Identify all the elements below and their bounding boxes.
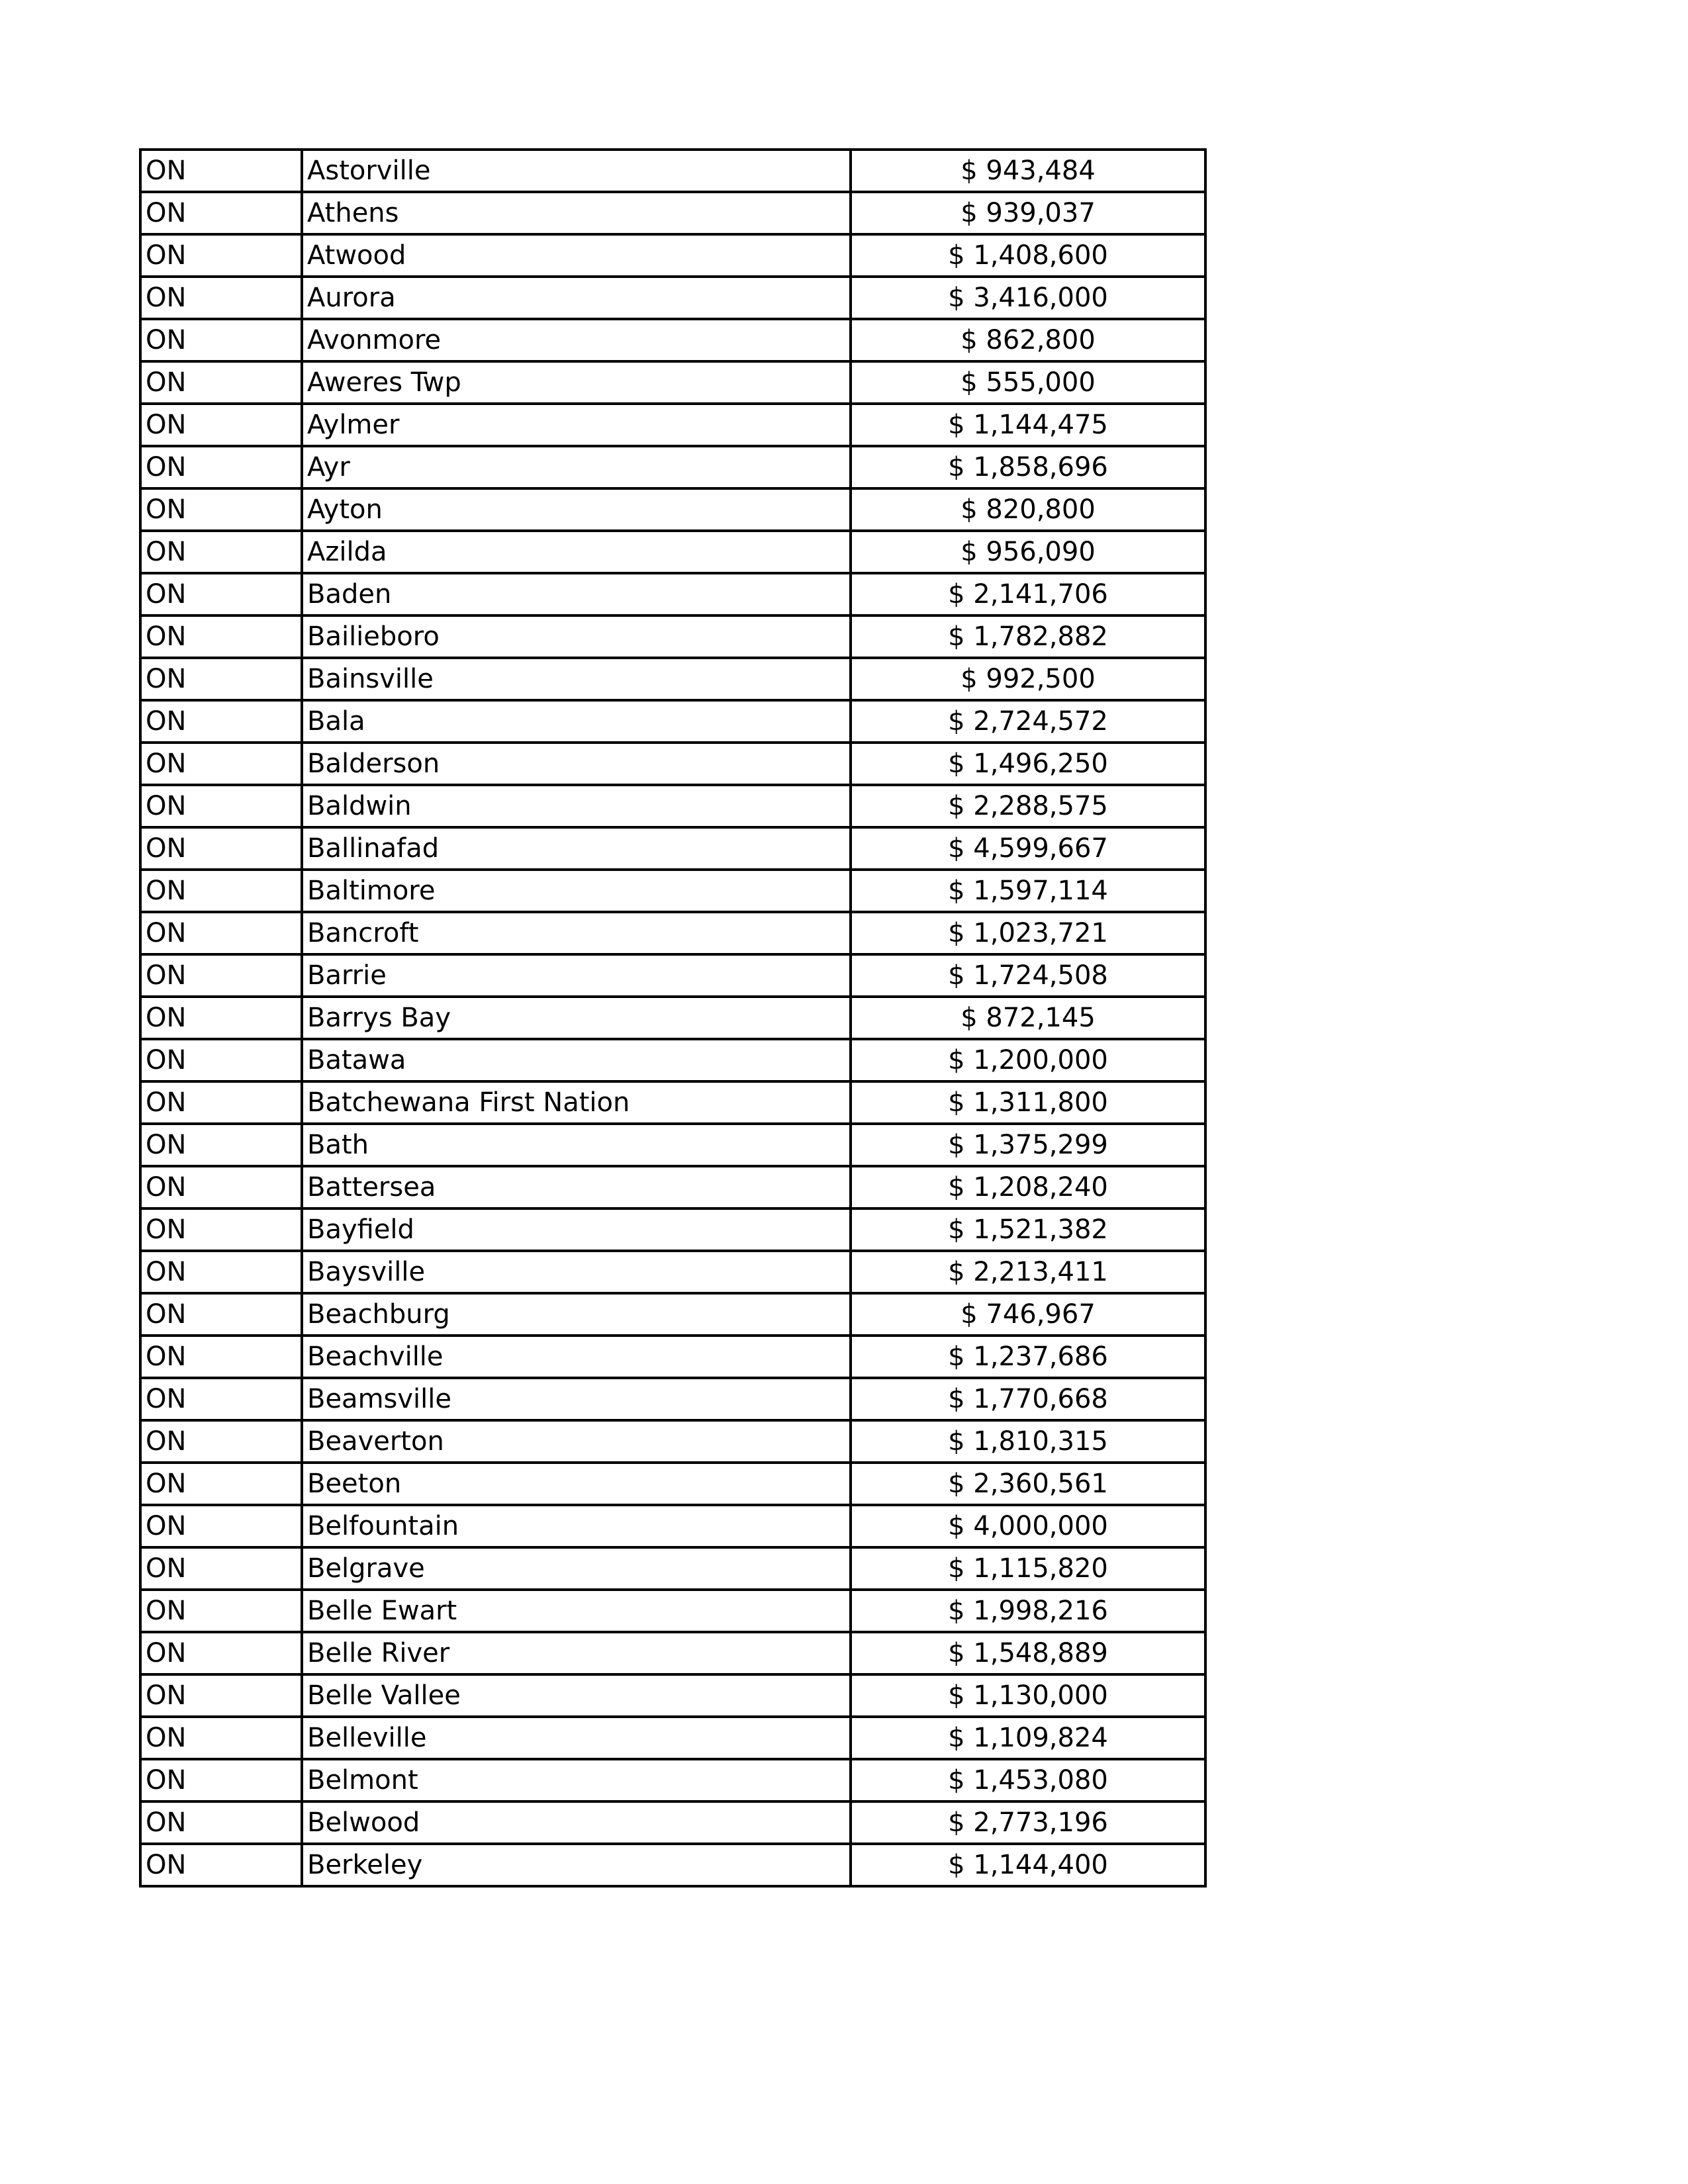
city-cell: Belmont [302,1759,851,1801]
province-cell: ON [140,1251,302,1293]
amount-cell: $ 1,724,508 [851,954,1205,997]
table-row [140,1081,1205,1124]
table-row [140,1547,1205,1590]
amount-cell: $ 1,858,696 [851,446,1205,488]
amount-cell: $ 2,773,196 [851,1801,1205,1844]
amount-cell: $ 3,416,000 [851,277,1205,319]
province-cell: ON [140,150,302,192]
amount-cell: $ 1,208,240 [851,1166,1205,1208]
city-cell: Batawa [302,1039,851,1081]
province-cell: ON [140,1081,302,1124]
table-row [140,912,1205,954]
province-cell: ON [140,192,302,234]
province-cell: ON [140,1293,302,1336]
province-cell: ON [140,1420,302,1463]
city-cell: Baltimore [302,870,851,912]
province-cell: ON [140,1039,302,1081]
province-cell: ON [140,1378,302,1420]
province-cell: ON [140,573,302,615]
price-table [139,148,1207,1888]
table-row [140,1208,1205,1251]
city-cell: Bath [302,1124,851,1166]
city-cell: Baldwin [302,785,851,827]
city-cell: Aurora [302,277,851,319]
amount-cell: $ 1,109,824 [851,1717,1205,1759]
city-cell: Athens [302,192,851,234]
amount-cell: $ 939,037 [851,192,1205,234]
city-cell: Belfountain [302,1505,851,1547]
city-cell: Balderson [302,743,851,785]
table-row [140,1801,1205,1844]
city-cell: Atwood [302,234,851,277]
table-row [140,1717,1205,1759]
amount-cell: $ 746,967 [851,1293,1205,1336]
province-cell: ON [140,1547,302,1590]
table-row [140,573,1205,615]
province-cell: ON [140,1336,302,1378]
table-row [140,531,1205,573]
province-cell: ON [140,1590,302,1632]
city-cell: Batchewana First Nation [302,1081,851,1124]
city-cell: Belle Vallee [302,1674,851,1717]
province-cell: ON [140,234,302,277]
province-cell: ON [140,785,302,827]
province-cell: ON [140,1801,302,1844]
province-cell: ON [140,870,302,912]
amount-cell: $ 1,782,882 [851,615,1205,658]
amount-cell: $ 1,144,400 [851,1844,1205,1886]
amount-cell: $ 1,130,000 [851,1674,1205,1717]
amount-cell: $ 4,599,667 [851,827,1205,870]
amount-cell: $ 1,548,889 [851,1632,1205,1674]
province-cell: ON [140,1505,302,1547]
amount-cell: $ 862,800 [851,319,1205,361]
table-row [140,1759,1205,1801]
province-cell: ON [140,1124,302,1166]
table-row [140,1293,1205,1336]
city-cell: Ballinafad [302,827,851,870]
table-row [140,192,1205,234]
city-cell: Baysville [302,1251,851,1293]
province-cell: ON [140,1208,302,1251]
city-cell: Belleville [302,1717,851,1759]
amount-cell: $ 4,000,000 [851,1505,1205,1547]
table-row [140,1505,1205,1547]
city-cell: Belgrave [302,1547,851,1590]
table-row [140,277,1205,319]
amount-cell: $ 1,144,475 [851,404,1205,446]
city-cell: Bayfield [302,1208,851,1251]
province-cell: ON [140,912,302,954]
province-cell: ON [140,1166,302,1208]
province-cell: ON [140,1759,302,1801]
province-cell: ON [140,1463,302,1505]
table-row [140,785,1205,827]
amount-cell: $ 1,200,000 [851,1039,1205,1081]
city-cell: Barrys Bay [302,997,851,1039]
province-cell: ON [140,488,302,531]
city-cell: Baden [302,573,851,615]
province-cell: ON [140,997,302,1039]
table-row [140,1420,1205,1463]
province-cell: ON [140,827,302,870]
amount-cell: $ 1,115,820 [851,1547,1205,1590]
amount-cell: $ 2,360,561 [851,1463,1205,1505]
table-row [140,615,1205,658]
amount-cell: $ 555,000 [851,361,1205,404]
amount-cell: $ 1,023,721 [851,912,1205,954]
amount-cell: $ 1,521,382 [851,1208,1205,1251]
table-row [140,1039,1205,1081]
table-row [140,150,1205,192]
amount-cell: $ 872,145 [851,997,1205,1039]
amount-cell: $ 992,500 [851,658,1205,700]
province-cell: ON [140,1844,302,1886]
table-row [140,1632,1205,1674]
city-cell: Barrie [302,954,851,997]
amount-cell: $ 1,453,080 [851,1759,1205,1801]
city-cell: Aylmer [302,404,851,446]
province-cell: ON [140,319,302,361]
table-row [140,1166,1205,1208]
table-row [140,1251,1205,1293]
city-cell: Belwood [302,1801,851,1844]
amount-cell: $ 1,597,114 [851,870,1205,912]
city-cell: Beamsville [302,1378,851,1420]
amount-cell: $ 2,724,572 [851,700,1205,743]
city-cell: Beachburg [302,1293,851,1336]
table-row [140,743,1205,785]
city-cell: Azilda [302,531,851,573]
amount-cell: $ 943,484 [851,150,1205,192]
province-cell: ON [140,615,302,658]
city-cell: Bailieboro [302,615,851,658]
table-row [140,997,1205,1039]
province-cell: ON [140,361,302,404]
city-cell: Berkeley [302,1844,851,1886]
amount-cell: $ 956,090 [851,531,1205,573]
table-row [140,1124,1205,1166]
table-row [140,1844,1205,1886]
province-cell: ON [140,277,302,319]
city-cell: Beeton [302,1463,851,1505]
amount-cell: $ 820,800 [851,488,1205,531]
table-row [140,488,1205,531]
amount-cell: $ 2,213,411 [851,1251,1205,1293]
table-row [140,827,1205,870]
city-cell: Beachville [302,1336,851,1378]
amount-cell: $ 1,375,299 [851,1124,1205,1166]
city-cell: Avonmore [302,319,851,361]
amount-cell: $ 1,810,315 [851,1420,1205,1463]
table-row [140,954,1205,997]
table-row [140,446,1205,488]
city-cell: Beaverton [302,1420,851,1463]
table-row [140,319,1205,361]
province-cell: ON [140,1717,302,1759]
province-cell: ON [140,954,302,997]
city-cell: Bainsville [302,658,851,700]
amount-cell: $ 2,288,575 [851,785,1205,827]
city-cell: Belle Ewart [302,1590,851,1632]
city-cell: Battersea [302,1166,851,1208]
city-cell: Bancroft [302,912,851,954]
table-row [140,1336,1205,1378]
city-cell: Astorville [302,150,851,192]
province-cell: ON [140,404,302,446]
city-cell: Bala [302,700,851,743]
table-row [140,361,1205,404]
province-cell: ON [140,531,302,573]
price-table-body [140,150,1205,1886]
table-row [140,404,1205,446]
amount-cell: $ 1,496,250 [851,743,1205,785]
table-row [140,700,1205,743]
amount-cell: $ 1,408,600 [851,234,1205,277]
table-row [140,658,1205,700]
table-row [140,1590,1205,1632]
province-cell: ON [140,1632,302,1674]
amount-cell: $ 1,311,800 [851,1081,1205,1124]
province-cell: ON [140,446,302,488]
city-cell: Ayr [302,446,851,488]
province-cell: ON [140,1674,302,1717]
table-row [140,1674,1205,1717]
amount-cell: $ 2,141,706 [851,573,1205,615]
amount-cell: $ 1,237,686 [851,1336,1205,1378]
table-row [140,870,1205,912]
amount-cell: $ 1,770,668 [851,1378,1205,1420]
city-cell: Aweres Twp [302,361,851,404]
amount-cell: $ 1,998,216 [851,1590,1205,1632]
province-cell: ON [140,700,302,743]
city-cell: Belle River [302,1632,851,1674]
table-row [140,1378,1205,1420]
province-cell: ON [140,743,302,785]
table-row [140,234,1205,277]
province-cell: ON [140,658,302,700]
city-cell: Ayton [302,488,851,531]
table-row [140,1463,1205,1505]
